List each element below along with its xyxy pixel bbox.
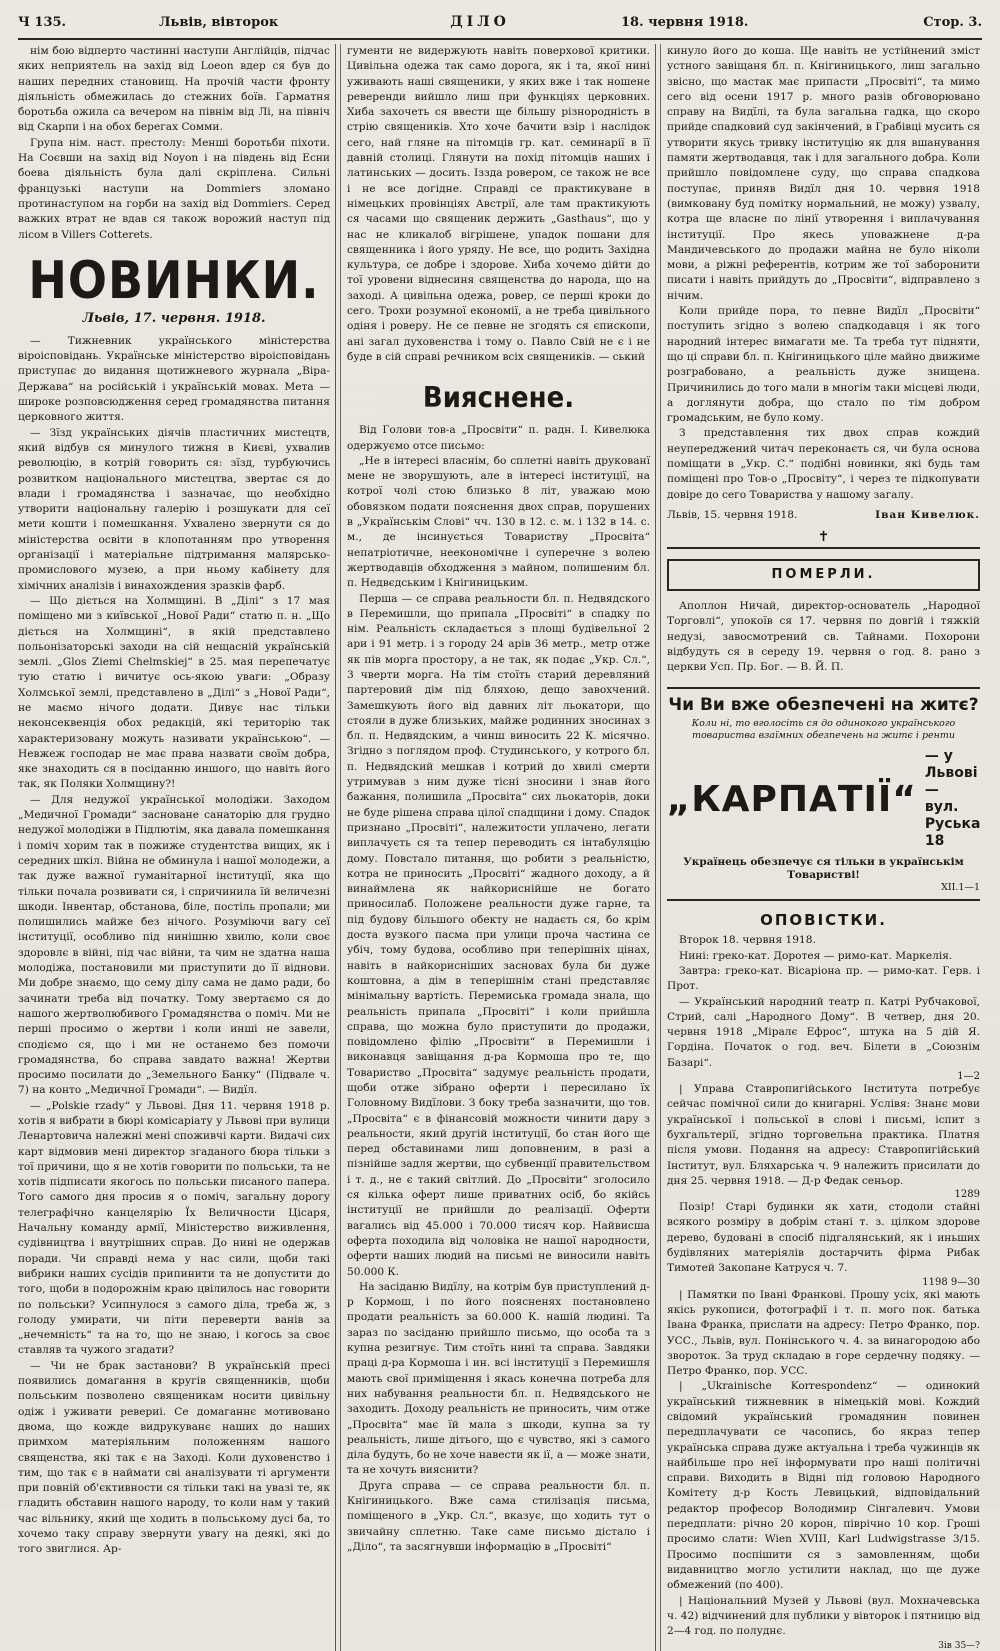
page-number: Стор. 3. [923, 15, 982, 30]
place-day: Львів, вівторок [159, 15, 279, 30]
explanation-para: Друга справа — се справа реальности бл. п. Кнігиницького. Вже сама стилізація письма, поміщеного в „Укр. Сл.“, вказує, що ходить тут о звичайну сплетню. Таке саме письмо дістало і „Діло“, та засягнувши інформацію в „Просвіті“ [347, 1479, 650, 1553]
explanation-para: Від Голови тов-а „Просвіти“ п. радн. І. Кивелюка одержуємо отсе письмо: [347, 424, 650, 452]
explanation-title: Вияснене. [422, 381, 575, 415]
ad-brand: „КАРПАТІЇ“ [666, 778, 917, 820]
signoff-name: Іван Кивелюк. [875, 508, 980, 521]
news-item: — Зїзд українських діячів пластичних мистецтв, який відбув ся минулого тижня в Києві, ухвалив революцію, в котрій говорить ся: зїзд, турбуючись розвитком національного мистецтва, звертає ся до влади і громадянства і зазначає, що необхідно утворити національну галерію і розшукати для сеї мети кошти і помешкання. Ухвалено звернути ся до міністерства освіти в клопотанням про утворення організації і матеріальне підтримання малярсько-промислового музею, а при ньому кабінету для хімічних аналізів і винахождения зразків фарб. [18, 426, 330, 592]
ad-city: — у Львові — [924, 748, 978, 799]
ad-small-text: Коли ні, то вголосіть ся до одинокого українського товариства взаїмних обезпечень на житє і ренти [691, 718, 956, 742]
explanation-para: „Не в інтересі власнім, бо сплетні навіть друкованї мене не зворушують, але в інтересі інституції, на котрої чолі стою близько 8 літ, уважаю мою обовязком подати пояснення двох справ, порушених в „Українськім Слові“ чч. 130 в 12. с. м. і 132 в 14. с. м., де інсинується Товариству „Просвіта“ непатріотичне, неекономічне і суперечне з волею жертводавців обходження з майном, полишеним бл. п. Недвєдським і Кнігиницьким. [347, 454, 650, 590]
notice-item: Нині: греко-кат. Доротея — римо-кат. Маркелія. [679, 949, 953, 962]
notice-item: Завтра: греко-кат. Вісаріона пр. — римо-кат. Герв. і Прот. [667, 964, 980, 993]
notice-code: 1289 [954, 1189, 980, 1201]
war-report-para: Група нім. наст. престолу: Менші боротьби піхоти. На Соєвши на захід від Noyon і на південь від Есни боева діяльність була далі скріплена. Сильні французькі наступи на Dommiers зломано протинаступом на горби на захід від Dommiers. Серед важких втрат не вдав ся також ворожий наступ під лісом в Villers Cotterets. [18, 136, 330, 241]
ad-street: вул. Руська 18 [924, 799, 981, 850]
notice-item: | Памятки по Івані Франкові. Прошу усіх, які мають якісь рукописи, фотографії і т. п. мого пок. батька Івана Франка, прислати на адресу: Петро Франко, пор. УСС., Львів, вул. Понінського ч. 4. за винагородою або звороток. За труд складаю в горе сердечну подяку. — Петро Франко, пор. УСС. [667, 1288, 980, 1378]
ad-code: XII.1—1 [941, 882, 980, 894]
ad-brand-row [667, 748, 980, 850]
war-report-para: нім бою відперто частинні наступи Англійців, підчас яких неприятель на захід від Loeon вдер ся був до наших передних становищ. На прочій части фронту діяльність обмежилась до стежних боїв. Гарматня боротьба ожила са вечером на півнім від Лі, на північ від Скарпи і на обох берегах Сомми. [18, 45, 330, 134]
letter-para: З представлення тих двох справ кождий неупереджений читач переконаєть ся, чи була основа поміщати в „Укр. С.“ подібні новинки, які будь там поміщені про Тов-о „Просвіту“, і через те підкопувати довіре до сего Товариства у нашому загалу. [667, 427, 980, 501]
explanation-para: На засіданю Видїлу, на котрім був приступлений д-р Кормош, і по його поясненях постановлено продати реальність за 60.000 К. нашій людині. Та зараз по засіданю прийшло письмо, що особа та з купна резигнує. Тим стоїть нині та справа. Завдяки праці д-ра Кормоша і ин. всі інституції з Перемишля мають свої приміщення і якась конечна потреба для них набування реальности бл. п. Недвядського не заходить. Доходу реальність не приносить, чим отже „Просвіта“ має їй мала з шкоди, купна за ту реальність, лише дітього, що є чувство, які з самого діла будуть, бо не хоче навести як ії, а — може знати, та не хочуть вияснити? [347, 1280, 650, 1477]
cross-icon: ✝ [817, 528, 830, 545]
explanation-para: Перша — се справа реальности бл. п. Недвядского в Перемишли, що припала „Просвіті“ в спадку по нім. Реальність складається з площі будівельної 2 ари і 91 метр. і з городу 24 арів 36 метр., метр отже як пів морга простору, а не так, як подає „Укр. Сл.“, 3 чверти морга. На тім стоїть старий деревляний партеровий дім під бляхою, дещо завохчений. Замешкують його від давних літ льокатори, що стояли в дуже близьких, майже родинних зносинах з бл. п. Недвядским, а чинш виносить 22 К. місячно. Згідно з поглядом проф. Студинського, у котрого бл. п. Недвядский мешкав і котрий до хвилі смерти утримував з ним дуже тісні зносини і знав його бажання, полишила „Просвіта“ сих льокаторів, доки не буде рішена справа цілої спадщини і дому. Спадок признано „Просвіті“, належитости уплачено, легати виплачуєть ся та тепер переводить ся інтабуляцію дому. Повстало питання, що робити з реальністю, котра не приносить „Просвіті“ жадного доходу, а й винаймлена як найкориснійше не богато приносилаб. Положене реальности дуже гарне, та під будову більшого обекту не надаєть ся, бо крім доста вузкого пасма при улици проча частина се убіч, тому будова, особливо при теперішніх цінах, навіть в найкорисніших засновах була би дуже коштовна, а дім в теперішнім стані представляє мінімальну вартість. Перемиська громада знала, що реальність припала „Просвіті“ і коли прийшла справа, що можна було приступити до продажи, повідомлено філію „Просвіти“ в Перемишли і виконавця завіщання д-ра Кормоша про те, що Товариство „Просвіта“ задумує реальність продати, щоби отже зібрано оферти і пересилано їх Головному Видїлови. З боку треба зазначити, що тов. „Просвіта“ є в фінансовій можности чинити дару з реальности, який другій інституції, бо стан його ще перед обставинами лиш доповненим, в разі а пізнійше задля жертви, що субвенції правительством і т. д., не є такий світлий. До „Просвіти“ зголосило ся кілька оферт лише приватних осіб, бо якійсь інституції не прийшли до реалізації. Оферти вагались від 45.000 і 70.000 тисяч кор. Найвисша оферта походила від чоловіка не нашої народности, оферти наших людий на письмі не виносили навіть 50.000 К. [347, 592, 650, 1278]
ad-question: Чи Ви вже обезпечені на житє? [668, 695, 979, 716]
notice-item: Второк 18. червня 1918. [679, 934, 816, 947]
news-section-title: НОВИНКИ. [28, 249, 320, 311]
article-continuation: гументи не видержують навіть поверхової критики. Цивільна одежа так само дорога, як і та, якої нині уживають наші священики, у яких вже і так ношене реверенди вийшло лиш при функціях церковних. Хиба захочеть ся ввести ще більшу різнородність в стрію священиків. Хто хоче бачити взір і наслідок сего, най гляне на пітомців гр. кат. семинарії в її давній столиці. Глянути на похід пітомців наших і латинських — досить. Іззда ровером, се також не все і не все догідне. Справді се практикуване в німецьких провінціях Австрії, але там практикують ся часами що священик держить „Gasthaus“, що у нас не кликалоб вігрішене, упадок пошани для священника і його уряду. Не все, що родить Західна культура, се добре і здорове. Хиба хочемо дійти до тої уровени віднесиня священства до народа, що на заході. А цивільна одежа, ровер, се перші кроки до сего. Трохи розумної економії, а не треба цивільного одіня і роверу. Не се певне не згодять ся єпископи, ані загал духовенства і тому о. Павло Свій не є і не буде в сій справі речником всіх священиків. — ський [347, 45, 650, 363]
issue-date: 18. червня 1918. [621, 15, 749, 30]
letter-signoff [667, 509, 980, 521]
signoff-place-date: Львів, 15. червня 1918. [667, 508, 798, 521]
notice-item: — Український народний театр п. Катрі Рубчакової, Стрий, салі „Народного Дому“. В четвер, дня 20. червня 1918 „Міралє Ефрос“, штука на 5 дій Я. Гордіна. Початок о год. веч. Білети в „Союзнім Базарі“. [667, 995, 980, 1069]
notice-item: Позір! Старі будинки як хати, стодоли стайні всякого розміру в добрім стані т. з. цілком здорове дерево, будовані в спосіб підгалянський, як і иньших будівляних матеріялів достарчить фірма Рибак Тимотей Закопане Катруся ч. 7. [667, 1201, 980, 1275]
news-dateline: Львів, 17. червня. 1918. [82, 310, 266, 326]
notice-item: | Управа Ставропигійського Інститута потребує сейчас помічної сили до книгарні. Услівя: Знанє мови української і польської в слові і письмі, іспит з бухгальтерії, згідно торговельна практика. Платня після умови. Подання на адресу: Ставропигійський Інститут, вул. Бляхарська ч. 9 належить присилати до дня 25. червня 1918. — Д-р Федак сеньор. [667, 1083, 980, 1187]
news-item: — Для недужої української молодіжи. Заходом „Медичної Громади“ засноване санаторію для грудно недужої молодіжи в Підлютім, яка давала помешкання і поміч хорим так в пожиже студентства вищих, як і середних шкіл. Війна не обминула і нашої молодежи, а так дуже важної гуманітарної інституції, яка що тільки почала розвивати ся, і спричинила їй величезні шкоди. Інвентар, обстанова, біле, постіль пропали; ми полишились майже без нічого. Розуміючи вагу сеї інституції, особливо під нинішню хвилю, коли своє здоровлє в війні, під час війни, та чим не здатна наша молодіжа, постановили ми приступити до її віднови. Ми добре знаємо, що сему ділу сама не дамо ради, бо зачинати треба від початку. Тому звертаємо ся до нашого жертволюбивого Громадянства о поміч. Ми не перші просимо о жертви і коли инші не завели, сподіємо ся, що і ми не останемо без помочи громадянства, бо справа завдато важна! Жертви просимо посилати до „Земельного Банку“ (Підвале ч. 7) на конто „Медичної Громади“. — Видїл. [18, 793, 330, 1097]
ad-slogan: Українець обезпечує ся тільки в українськім Товаристві! [683, 856, 964, 882]
letter-para: Коли прийде пора, то певне Видїл „Просвіти“ поступить згідно з волею спадкодавця і як того народний інтерес вимагати ме. Та треба тут підняти, що ці справи бл. п. Кнігиницького ціле майно движиме розграбовано, а реальність дуже знищена. Причинились до того мали в многім таки місцеві люди, а доглянути добра, що стало по тім добром громадським, не було кому. [667, 305, 980, 425]
letter-continuation: кинуло його до коша. Ще навіть не устійнений зміст устного завіщаня бл. п. Кнігиницького, лиш загально звісно, що мастак має припасти „Просвіті“, та мимо сего від осени 1917 р. много разів обговорювано справу на Видїлі, та була загальна гадка, що скоро прийде спадковий суд закінчений, в Грабівці мусить ся утворити якусь тривку інституцію як для вшанування памяти жертводавця, так і для загального добра. Коли прийшло повідомлене суду, що справа спадкова поступає, приняв Видїл дня 10. червня 1918 (вимковану буд помітку нормальний, не можу) узвалу, котра ще власне по лінії утворення і виплачування інституції. Про якесь уповажнене д-ра Мандичевського до продажи майна не було ніколи мови, а ріжні референтів, котрим же тої заборонити писати і навіть прийдуть до „Просвіти“, відправлено з нічим. [667, 45, 980, 302]
obituary-text: Аполлон Ничай, директор-основатель „Народної Торговлі“, упокоїв ся 17. червня по довгій і тяжкій недузі, завосмотрений св. Тайнами. Похорони відбудуть ся в середу 19. червня о год. 8. рано з церкви Усп. Пр. Бог. — В. Й. П. [667, 599, 980, 674]
news-item: — Що діється на Холмщині. В „Ділі“ з 17 мая поміщено ми з київської „Нової Ради“ статю п. н. „Що діється на Холмщині“, в якій представлено польонізаторські заходи на сій нещасній українській землі. „Glos Ziemi Chelmskiej“ в 25. мая перепечатує тую статю і вичитує ось-якою уваги: „Образу Холмської землі, представлено в „Ділі“ з „Нової Ради“, не маємо нічого додати. Дивує нас тільки неконсеквенція обох редакцій, які територію так характеризовану можуть називати українською“. — Невжеж господар не має права назвати своїм добра, яке знаходить ся в посіданню иншого, що навіть його так, як Поляки Холмщину?! [18, 594, 330, 791]
notice-code: 1198 9—30 [922, 1276, 980, 1288]
notice-item: | „Ukrainische Korrespondenz“ — одинокий український тижневник в німецькій мові. Кождий свідомий український громадянин повинен передплачувати се часопись, бо якраз тепер українська справа дуже актуальна і треба чужинців як найбільше про неї інформувати про наші політичні справи. Виходить в Відні під головою Народного Комітету д-р Кость Левицький, відповідальний редактор професор Володимир Сінгалевич. Умови передплати: річно 20 корон, піврічно 10 кор. Гроші просимо слати: Wien XVIII, Karl Ludwigstrasse 3/15. Просимо поспішити ся з замовленням, щоби видавництво могло устилити наклад, що ще дуже обмежений (по 400). [667, 1380, 980, 1592]
issue-number: Ч 135. [18, 15, 67, 30]
column-1 [18, 44, 330, 1651]
footer-code: 3ів 35—? [938, 1641, 980, 1651]
masthead: ДІЛО [450, 14, 510, 30]
column-3 [660, 44, 980, 1651]
news-item: — „Polskie rzady“ у Львові. Дня 11. червня 1918 р. хотів я вибрати в бюрі комісаріату у Львові при вулици Ленартовича належні мені споживчі карти. Видачі сих карт відмовив мені директор згаданого бюра тільки з тої причини, що я не хотів говорити по польськи, та не хотів підписати якогось по польськи писаного папера. Того самого дня просив я о поміч, загальну дорогу телеграфічно канцелярію Їх Величности Цісаря, Начальну команду армії, Міністерство виживлення, судівництва і внутрішних справ. До нині не одержав поради. Чи справді нема у нас сили, щоби такі вибрики наших сусідів припинити та не допустити до того, щоби в подорожнім краю цвілилось нас говорити по польськи? Усипнулося з самого діла, треба ж, з голоду умирати, чи піти переверти ванів за „нечемність“ та на то, що не знаю, і когось за своє ставляв та чужого згадати? [18, 1099, 330, 1357]
columns [18, 44, 982, 1651]
page-header [18, 14, 982, 40]
divider [667, 547, 980, 549]
notices-title: ОПОВІСТКИ. [760, 911, 887, 930]
ad-address [925, 748, 980, 850]
news-item: — Тижневник українського міністерства віроісповідань. Українське міністерство віроісповідань приступає до видання щотижневого журнала „Віра-Держава“ на російській і українській мовах. Мета — широке розповсюдження серед громадянства питання церковного життя. [18, 334, 330, 424]
news-item: — Чи не брак застанови? В українській пресі появились домагання в кругів священників, щоби польським позволено священикам носити цивільну одіж і уживати ревериі. Се домаганнє мотивовано двома, що кожде видрукуванє наших до наших примхом матеріяльним положенням нашого священства, які так є на Заході. Коли духовенство і тим, що так є в наймати сві аналізувати ті аргументи при повній об'єктивности ся тільки такі на увазі те, як гладить обставин нашого народу, то коли нам у такий час вільнику, який ще ходить в польському дусі ба, то хочемо таку справу звернути увагу на деякі, які до того звиглися. Ар- [18, 1359, 330, 1556]
insurance-advertisement [667, 687, 980, 901]
notice-item: | Національний Музей у Львові (вул. Мохначевська ч. 42) відчинений для публики у вівторок і пятницю від 2—4 год. по полуднє. [667, 1594, 980, 1638]
obituary-title: ПОМЕРЛИ. [667, 559, 980, 591]
notice-code: 1—2 [957, 1071, 980, 1083]
column-2 [340, 44, 650, 1651]
